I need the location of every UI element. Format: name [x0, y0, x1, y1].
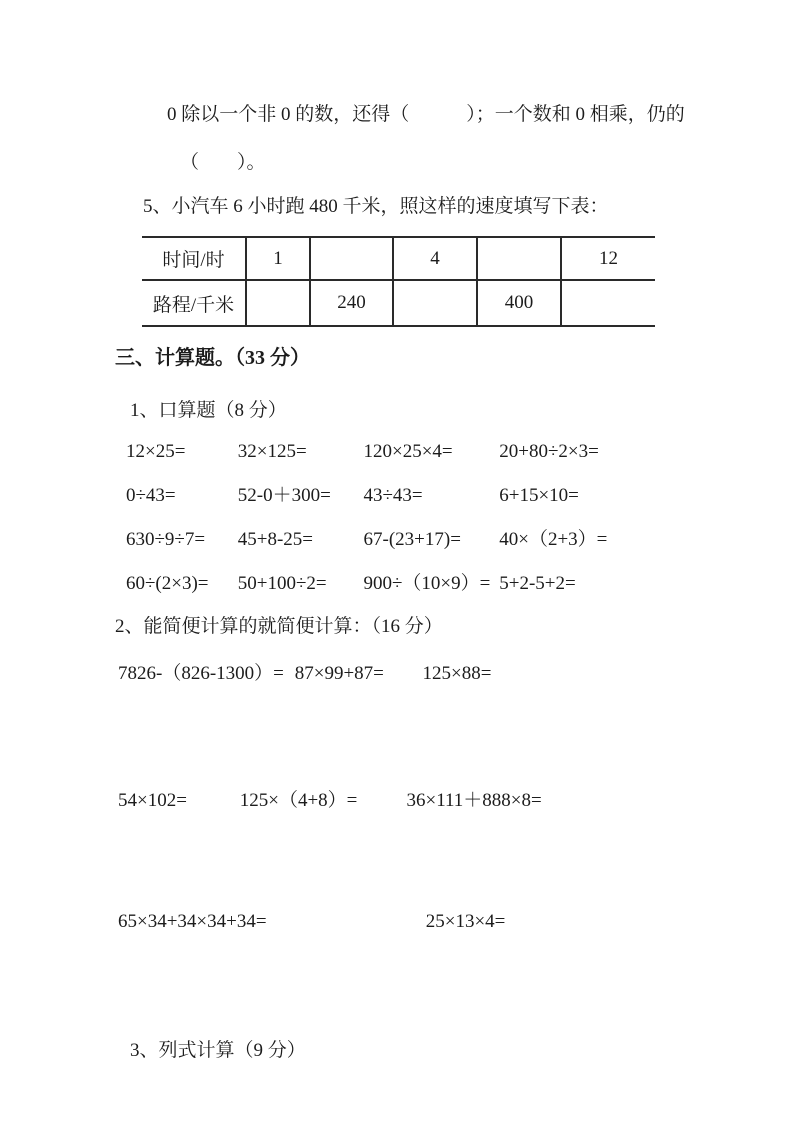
speed-table-row-time — [142, 237, 655, 280]
math-expression: 20+80÷2×3= — [499, 440, 599, 462]
simplify-row-1 — [118, 658, 698, 685]
fill-blank-line-2: （ ）。 — [180, 151, 266, 173]
math-expression: 25×13×4= — [425, 911, 506, 933]
math-expression: 45+8-25= — [237, 528, 314, 550]
math-expression: 630÷9÷7= — [126, 528, 206, 550]
math-expression: 120×25×4= — [363, 440, 453, 462]
math-expression: 125×88= — [422, 663, 492, 685]
table-cell-blank — [477, 237, 561, 280]
oral-math-row-2 — [126, 480, 698, 507]
math-expression: 65×34+34×34+34= — [118, 911, 267, 933]
question-3-title: 3、列式计算（9 分） — [130, 1040, 306, 1062]
table-cell-blank — [561, 280, 655, 326]
question-1-title: 1、口算题（8 分） — [130, 400, 287, 422]
math-expression: 0÷43= — [126, 484, 176, 506]
table-cell: 400 — [477, 280, 561, 326]
table-cell: 12 — [561, 237, 655, 280]
math-expression: 32×125= — [237, 440, 307, 462]
fill-blank-line-1: 0 除以一个非 0 的数，还得（ ）；一个数和 0 相乘，仍的 — [167, 104, 685, 125]
oral-math-row-4 — [126, 568, 698, 595]
speed-table — [142, 236, 655, 327]
table-cell: 时间/时 — [162, 250, 225, 272]
math-expression: 5+2-5+2= — [499, 572, 576, 594]
simplify-row-2 — [118, 785, 698, 812]
table-cell: 240 — [310, 280, 393, 326]
math-expression: 12×25= — [126, 440, 186, 462]
math-expression: 900÷（10×9）= — [363, 572, 491, 594]
math-expression: 67-(23+17)= — [363, 528, 461, 550]
question-2-title: 2、能简便计算的就简便计算：（16 分） — [115, 615, 443, 637]
math-expression: 43÷43= — [363, 484, 423, 506]
math-expression: 54×102= — [118, 790, 187, 812]
math-expression: 40×（2+3）= — [499, 528, 608, 550]
math-expression: 6+15×10= — [499, 484, 579, 506]
math-expression: 50+100÷2= — [237, 572, 327, 594]
table-cell: 4 — [393, 237, 477, 280]
table-cell-blank — [310, 237, 393, 280]
math-expression: 36×111＋888×8= — [406, 790, 542, 812]
math-expression: 125×（4+8）= — [239, 790, 358, 812]
table-cell-blank — [246, 280, 310, 326]
math-expression: 52-0＋300= — [237, 484, 331, 506]
table-cell: 路程/千米 — [152, 294, 235, 316]
math-expression: 87×99+87= — [294, 663, 384, 685]
question-5-text: 5、小汽车 6 小时跑 480 千米，照这样的速度填写下表： — [143, 196, 609, 218]
table-cell: 1 — [246, 237, 310, 280]
speed-table-row-distance — [142, 280, 655, 326]
math-expression: 60÷(2×3)= — [126, 572, 209, 594]
section-3-header: 三、计算题。（33 分） — [115, 347, 310, 370]
oral-math-row-3 — [126, 524, 698, 551]
oral-math-row-1 — [126, 441, 698, 463]
math-expression: 7826-（826-1300）= — [118, 663, 284, 685]
simplify-row-3 — [118, 911, 698, 933]
table-cell-blank — [393, 280, 477, 326]
